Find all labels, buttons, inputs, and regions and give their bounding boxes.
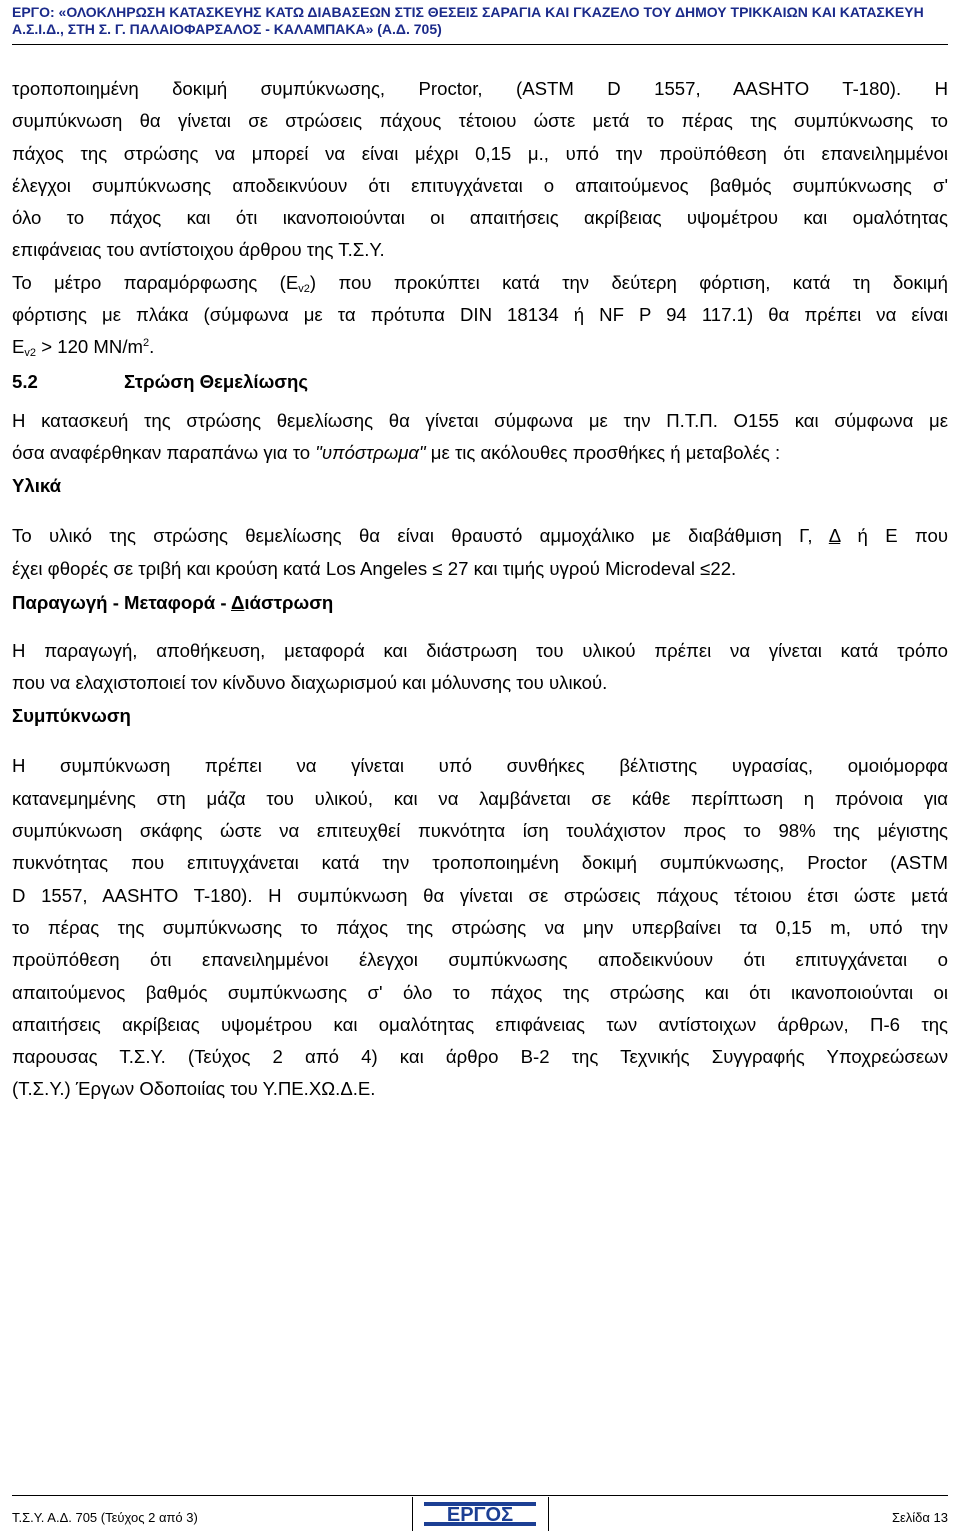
footer-divider: [12, 1495, 948, 1496]
text-line: προϋπόθεση ότι επανειλημμένοι έλεγχοι συμπύκνωσης αποδεικνύουν ότι επιτυγχάνεται ο: [12, 949, 948, 971]
text-line: όλο το πάχος και ότι ικανοποιούνται οι απαιτήσεις ακρίβειας υψομέτρου και ομαλότητας: [12, 207, 948, 229]
subheading-production: [12, 587, 948, 619]
text-line: απαιτήσεις ακρίβειας υψομέτρου και ομαλότητας επιφάνειας των αντίστοιχων άρθρων, Π-6 της: [12, 1013, 948, 1035]
text-fragment: Το μέτρο παραμόρφωσης (E: [12, 271, 299, 293]
subheading-compaction: Συμπύκνωση: [12, 705, 131, 727]
text-fragment: ) που προκύπτει κατά την δεύτερη φόρτιση, κατά τη δοκιμή: [309, 271, 948, 293]
text-line: φόρτισης με πλάκα (σύμφωνα με τα πρότυπα DIN 18134 ή NF P 94 117.1) θα πρέπει να είναι: [12, 304, 948, 326]
text-line: που να ελαχιστοποιεί τον κίνδυνο διαχωρισμού και μόλυνσης του υλικού.: [12, 672, 608, 694]
text-line: Η κατασκευή της στρώσης θεμελίωσης θα γίνεται σύμφωνα με την Π.Τ.Π. Ο155 και σύμφωνα με: [12, 409, 948, 431]
superscript: 2: [142, 337, 150, 350]
text-line: Η συμπύκνωση πρέπει να γίνεται υπό συνθήκες βέλτιστης υγρασίας, ομοιόμορφα: [12, 755, 948, 777]
text-fragment: ιάστρωση: [244, 591, 334, 613]
text-line: κατανεμημένης στη μάζα του υλικού, και να λαμβάνεται σε κάθε περίπτωση η πρόνοια για: [12, 787, 948, 809]
footer-page-number: Σελίδα 13: [891, 1510, 948, 1525]
ergos-logo: [424, 1499, 536, 1534]
paragraph-foundation-intro: [12, 405, 948, 470]
text-fragment: Δ: [231, 591, 245, 613]
text-line: επιφάνειας του αντίστοιχου άρθρου της Τ.Σ.Υ.: [12, 239, 385, 261]
less-equal-symbol: ≤: [700, 557, 711, 579]
text-fragment: > 120 MN/m: [36, 336, 143, 358]
document-header: [12, 4, 948, 38]
text-fragment: έχει φθορές σε τριβή και κρούση κατά Los Angeles: [12, 557, 433, 579]
paragraph-materials: [12, 520, 948, 585]
footer-document-reference: Τ.Σ.Υ. Α.Δ. 705 (Τεύχος 2 από 3): [12, 1510, 198, 1525]
text-fragment: ή Ε που: [840, 525, 948, 547]
text-line: [12, 520, 948, 552]
text-line: συμπύκνωση σκάφης ώστε να επιτευχθεί πυκνότητα ίση τουλάχιστον προς το 98% της μέγιστης: [12, 820, 948, 842]
svg-text:ΕΡΓΟΣ: ΕΡΓΟΣ: [446, 1504, 514, 1526]
text-line: (Τ.Σ.Υ.) Έργων Οδοποιίας του Υ.ΠΕ.ΧΩ.Δ.Ε.: [12, 1078, 376, 1100]
section-heading: [12, 366, 948, 398]
text-line: [12, 437, 948, 469]
paragraph-production: [12, 635, 948, 700]
text-line: πυκνότητας που επιτυγχάνεται κατά την τροποποιημένη δοκιμή συμπύκνωσης, Proctor (ASTM: [12, 852, 948, 874]
subscript: v2: [298, 282, 310, 295]
text-line: πάχος της στρώσης να μπορεί να είναι μέχρι 0,15 μ., υπό την προϋπόθεση ότι επανειλημμένοι: [12, 142, 948, 164]
section-number: 5.2: [12, 370, 38, 392]
less-equal-symbol: ≤: [432, 557, 443, 579]
text-fragment: Δ: [828, 525, 841, 547]
section-title: Στρώση Θεμελίωσης: [124, 370, 309, 392]
text-line: το πέρας της συμπύκνωσης το πάχος της στρώσης να μην υπερβαίνει τα 0,15 m, υπό την: [12, 916, 948, 938]
header-divider: [12, 44, 948, 45]
text-line: [12, 553, 948, 585]
footer-separator: [412, 1497, 413, 1531]
document-body: [12, 73, 948, 1106]
subheading-materials: Υλικά: [12, 475, 62, 497]
text-fragment: Παραγωγή - Μεταφορά -: [12, 591, 232, 613]
paragraph-compaction-continued: [12, 73, 948, 267]
text-fragment: με τις ακόλουθες προσθήκες ή μεταβολές :: [425, 441, 781, 463]
text-fragment: Το υλικό της στρώσης θεμελίωσης θα είναι θραυστό αμμοχάλικο με διαβάθμιση Γ,: [12, 525, 829, 547]
text-line: Η παραγωγή, αποθήκευση, μεταφορά και διάστρωση του υλικού πρέπει να γίνεται κατά τρόπο: [12, 639, 948, 661]
text-line: συμπύκνωση θα γίνεται σε στρώσεις πάχους τέτοιου ώστε μετά το πέρας της συμπύκνωσης το: [12, 110, 948, 132]
text-line: απαιτούμενος βαθμός συμπύκνωσης σ' όλο το πάχος της στρώσης και ότι ικανοποιούνται οι: [12, 981, 948, 1003]
text-line: D 1557, AASHTO T-180). Η συμπύκνωση θα γίνεται σε στρώσεις πάχους τέτοιου έτσι ώστε μετά: [12, 884, 948, 906]
text-fragment: E: [12, 336, 25, 358]
paragraph-deformation-modulus: [12, 267, 948, 364]
text-fragment: 22.: [710, 557, 737, 579]
text-line: έλεγχοι συμπύκνωσης αποδεικνύουν ότι επιτυγχάνεται ο απαιτούμενος βαθμός συμπύκνωσης σ': [12, 174, 948, 196]
emphasis: "υπόστρωμα": [315, 441, 426, 463]
subscript: v2: [24, 347, 37, 360]
paragraph-compaction: [12, 750, 948, 1105]
text-fragment: .: [149, 336, 155, 358]
page-footer: [12, 1497, 948, 1531]
header-line-1: ΕΡΓΟ: «ΟΛΟΚΛΗΡΩΣΗ ΚΑΤΑΣΚΕΥΗΣ ΚΑΤΩ ΔΙΑΒΑΣΕΩΝ ΣΤΙΣ ΘΕΣΕΙΣ ΣΑΡΑΓΙΑ ΚΑΙ ΓΚΑΖΕΛΟ ΤΟΥ ΔΗΜΟΥ ΤΡΙΚΚΑΙΩΝ ΚΑΙ ΚΑΤΑΣΚΕΥΗ: [12, 4, 924, 20]
text-line: [12, 331, 948, 363]
text-line: τροποποιημένη δοκιμή συμπύκνωσης, Proctor, (ASTM D 1557, AASHTO T-180). Η: [12, 78, 948, 99]
text-line: παρουσας Τ.Σ.Υ. (Τεύχος 2 από 4) και άρθρο Β-2 της Τεχνικής Συγγραφής Υποχρεώσεων: [12, 1046, 948, 1068]
footer-separator: [548, 1497, 549, 1531]
text-fragment: 27 και τιμής υγρού Microdeval: [442, 557, 701, 579]
text-line: [12, 267, 948, 299]
text-fragment: όσα αναφέρθηκαν παραπάνω για το: [12, 441, 316, 463]
header-line-2: Α.Σ.Ι.Δ., ΣΤΗ Σ. Γ. ΠΑΛΑΙΟΦΑΡΣΑΛΟΣ - ΚΑΛΑΜΠΑΚΑ» (Α.Δ. 705): [12, 21, 442, 37]
